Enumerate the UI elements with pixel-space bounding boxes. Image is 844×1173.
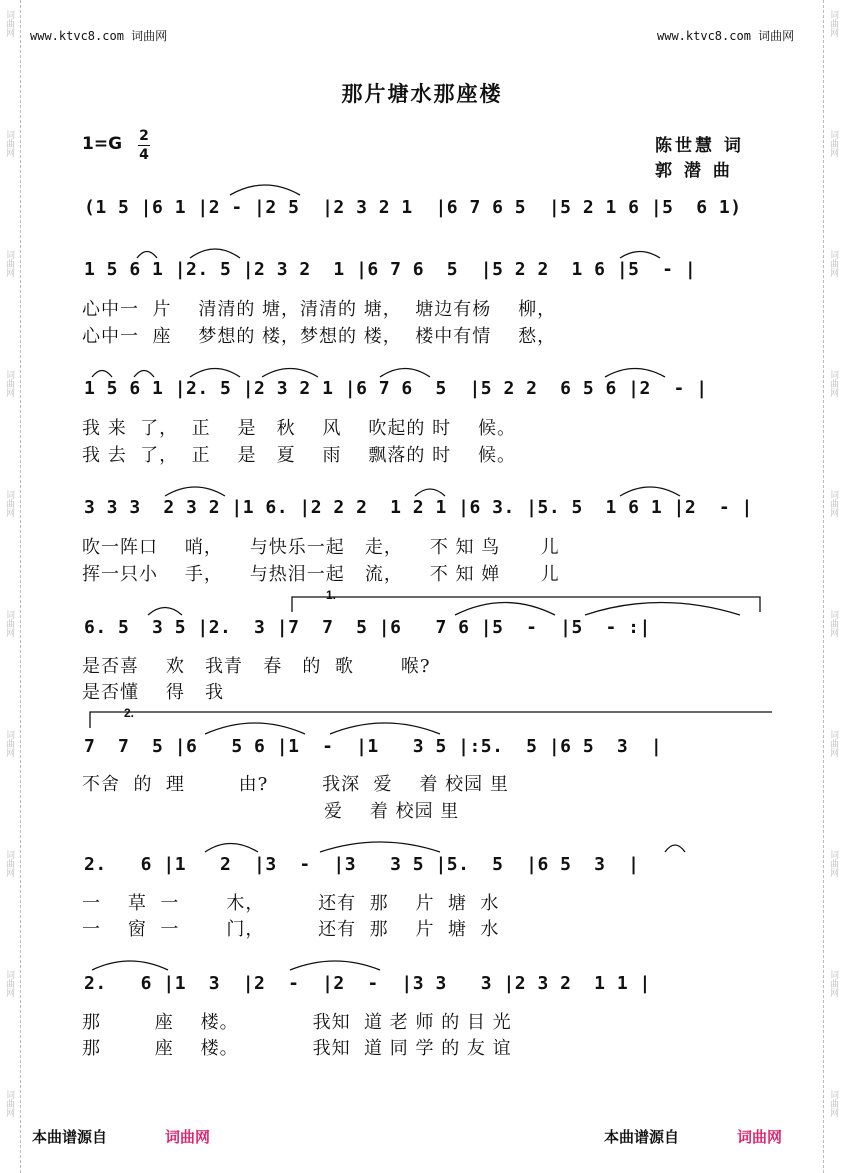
time-sig-bottom: 4: [139, 147, 149, 163]
side-watermark: 词曲网: [828, 370, 838, 397]
lyric-line: 吹一阵口 哨， 与快乐一起 走， 不 知 鸟 儿: [82, 537, 560, 558]
lyric-line: 是否懂 得 我: [82, 682, 225, 703]
side-watermark: 词曲网: [4, 970, 14, 997]
side-watermark: 词曲网: [828, 250, 838, 277]
lyric-line: 一 窗 一 门， 还有 那 片 塘 水: [82, 919, 500, 940]
notation-row-7: 2. 6 |1 3 |2 - |2 - |3 3 3 |2 3 2 1 1 |: [84, 973, 651, 994]
header-site-right[interactable]: www.ktvc8.com 词曲网: [657, 29, 795, 43]
notation-row-1: 1 5 6 1 |2. 5 |2 3 2 1 |6 7 6 5 |5 2 2 1 6 |5 - |: [84, 259, 697, 280]
lyric-line: 一 草 一 木， 还有 那 片 塘 水: [82, 893, 500, 914]
lyric-line: 心中一 片 清清的 塘，清清的 塘， 塘边有杨 柳，: [82, 299, 557, 320]
side-watermark: 词曲网: [4, 490, 14, 517]
slur: [190, 249, 240, 258]
footer-right: [604, 1126, 782, 1147]
notation-row-4: 6. 5 3 5 |2. 3 |7 7 5 |6 7 6 |5 - |5 - :|: [84, 617, 651, 638]
lyric-line: 挥一只小 手， 与热泪一起 流， 不 知 婵 儿: [82, 564, 560, 585]
footer-source-label: 本曲谱源自: [32, 1128, 108, 1146]
slur: [665, 845, 685, 852]
side-watermark: 词曲网: [4, 730, 14, 757]
lyric-line: 那 座 楼。 我知 道 同 学 的 友 谊: [82, 1038, 512, 1059]
lyric-line: 心中一 座 梦想的 楼，梦想的 楼， 楼中有情 愁，: [82, 326, 557, 347]
slur: [137, 252, 157, 259]
notation-row-5: 7 7 5 |6 5 6 |1 - |1 3 5 |:5. 5 |6 5 3 |: [84, 736, 663, 757]
footer-left: [32, 1126, 210, 1147]
volta-label-1: 1.: [326, 588, 337, 602]
notation-row-0: (1 5 |6 1 |2 - |2 5 |2 3 2 1 |6 7 6 5 |5 2 1 6 |5 6 1): [84, 197, 742, 218]
footer-site-link[interactable]: 词曲网: [165, 1128, 211, 1146]
lyric-line: 我 去 了， 正 是 夏 雨 飘落的 时 候。: [82, 445, 517, 466]
song-title: 那片塘水那座楼: [341, 81, 503, 106]
time-sig-top: 2: [139, 128, 149, 144]
volta-label-2: 2.: [124, 706, 135, 720]
slur: [262, 369, 318, 378]
header-site-left[interactable]: www.ktvc8.com 词曲网: [30, 29, 168, 43]
slur: [148, 608, 182, 616]
lyric-line: 爱 着 校园 里: [82, 801, 460, 822]
side-watermark: 词曲网: [4, 370, 14, 397]
side-watermark: 词曲网: [4, 850, 14, 877]
slur: [330, 723, 440, 734]
slur: [415, 489, 445, 496]
side-watermark: 词曲网: [4, 250, 14, 277]
slur: [290, 961, 380, 970]
side-watermark: 词曲网: [4, 610, 14, 637]
slur: [92, 371, 112, 378]
lyric-line: 不舍 的 理 由? 我深 爱 着 校园 里: [82, 774, 509, 795]
side-watermark: 词曲网: [828, 730, 838, 757]
lyric-line: 那 座 楼。 我知 道 老 师 的 目 光: [82, 1012, 512, 1033]
slur: [605, 369, 665, 378]
slur: [205, 723, 305, 734]
notation-row-2: 1 5 6 1 |2. 5 |2 3 2 1 |6 7 6 5 |5 2 2 6 5 6 |2 - |: [84, 378, 708, 399]
slur: [165, 487, 225, 496]
volta-bracket-2: [90, 712, 772, 728]
slur: [92, 961, 168, 970]
notation-row-3: 3 3 3 2 3 2 |1 6. |2 2 2 1 2 1 |6 3. |5. 5 1 6 1 |2 - |: [84, 497, 753, 518]
footer-site-link[interactable]: 词曲网: [737, 1128, 783, 1146]
key-signature: 1=G: [82, 134, 123, 154]
footer-source-label: 本曲谱源自: [604, 1128, 680, 1146]
side-watermark: 词曲网: [828, 610, 838, 637]
slur: [620, 487, 680, 496]
lyric-line: 我 来 了， 正 是 秋 风 吹起的 时 候。: [82, 418, 517, 439]
slur: [190, 369, 240, 378]
side-watermark: 词曲网: [4, 130, 14, 157]
slur: [585, 603, 740, 616]
side-watermark: 词曲网: [828, 10, 838, 37]
lyricist-credit: 陈世慧 词: [655, 136, 744, 156]
side-watermark: 词曲网: [828, 490, 838, 517]
side-watermark: 词曲网: [828, 970, 838, 997]
slur: [134, 371, 154, 378]
side-watermark: 词曲网: [4, 10, 14, 37]
side-watermark: 词曲网: [828, 850, 838, 877]
slur: [205, 844, 258, 853]
slur: [230, 185, 300, 195]
side-watermark: 词曲网: [828, 130, 838, 157]
notation-row-6: 2. 6 |1 2 |3 - |3 3 5 |5. 5 |6 5 3 |: [84, 854, 640, 875]
slur: [380, 369, 430, 378]
slur: [455, 603, 555, 616]
side-watermark: 词曲网: [828, 1090, 838, 1117]
composer-credit: 郭 潜 曲: [655, 161, 733, 181]
slur: [620, 252, 660, 259]
slur: [320, 842, 440, 852]
side-watermark: 词曲网: [4, 1090, 14, 1117]
lyric-line: 是否喜 欢 我青 春 的 歌 喉?: [82, 656, 431, 677]
